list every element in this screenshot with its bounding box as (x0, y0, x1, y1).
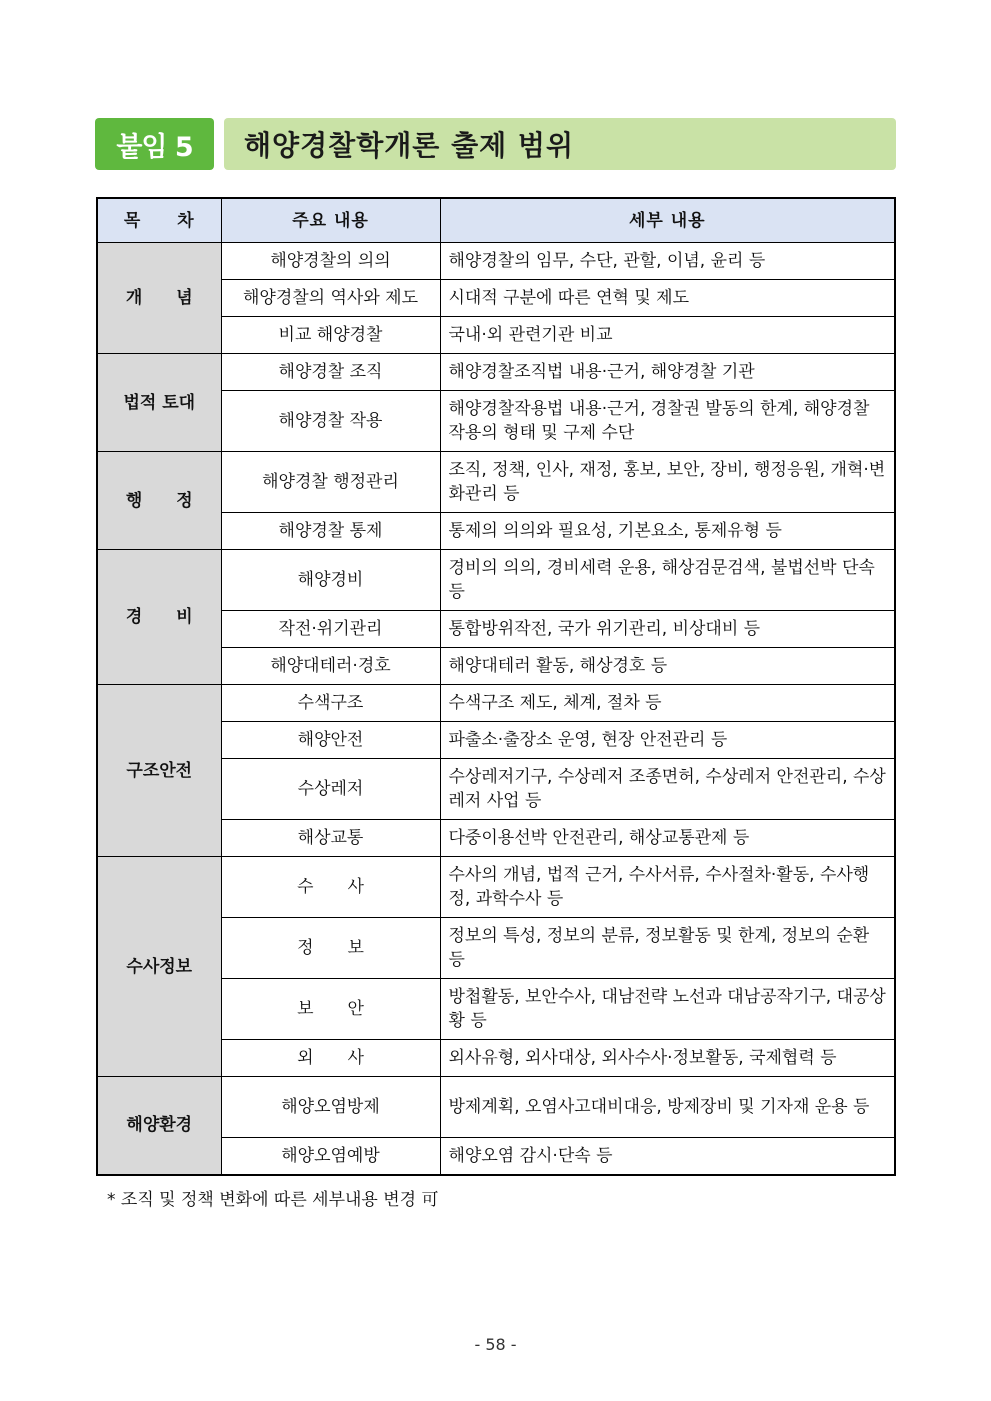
main-content-cell: 해양경찰 통제 (221, 513, 440, 550)
category-cell: 행 정 (97, 452, 221, 550)
table-row (97, 354, 895, 391)
category-cell: 구조안전 (97, 685, 221, 857)
main-content-cell: 해양안전 (221, 722, 440, 759)
main-content-cell: 해양경찰의 역사와 제도 (221, 280, 440, 317)
footnote: * 조직 및 정책 변화에 따른 세부내용 변경 可 (107, 1190, 439, 1210)
detail-content-cell: 수상레저기구, 수상레저 조종면허, 수상레저 안전관리, 수상레저 사업 등 (440, 759, 895, 820)
main-content-cell: 해양경비 (221, 550, 440, 611)
main-content-cell: 해양대테러·경호 (221, 648, 440, 685)
main-content-cell: 수상레저 (221, 759, 440, 820)
main-content-cell: 해상교통 (221, 820, 440, 857)
detail-content-cell: 시대적 구분에 따른 연혁 및 제도 (440, 280, 895, 317)
main-content-cell: 수 사 (221, 857, 440, 918)
detail-content-cell: 국내·외 관련기관 비교 (440, 317, 895, 354)
table-row (97, 685, 895, 722)
table-row (97, 550, 895, 611)
header-detail: 세부 내용 (440, 198, 895, 243)
detail-content-cell: 통합방위작전, 국가 위기관리, 비상대비 등 (440, 611, 895, 648)
detail-content-cell: 해양경찰조직법 내용·근거, 해양경찰 기관 (440, 354, 895, 391)
detail-content-cell: 해양오염 감시·단속 등 (440, 1138, 895, 1175)
detail-content-cell: 외사유형, 외사대상, 외사수사·정보활동, 국제협력 등 (440, 1040, 895, 1077)
main-content-cell: 해양오염예방 (221, 1138, 440, 1175)
table-header-row (97, 198, 895, 243)
main-content-cell: 수색구조 (221, 685, 440, 722)
detail-content-cell: 조직, 정책, 인사, 재정, 홍보, 보안, 장비, 행정응원, 개혁·변화관리 등 (440, 452, 895, 513)
main-content-cell: 해양오염방제 (221, 1077, 440, 1138)
main-content-cell: 보 안 (221, 979, 440, 1040)
main-content-cell: 해양경찰의 의의 (221, 243, 440, 280)
main-content-cell: 비교 해양경찰 (221, 317, 440, 354)
category-cell: 수사정보 (97, 857, 221, 1077)
page-number: - 58 - (474, 1335, 517, 1354)
detail-content-cell: 해양경찰작용법 내용·근거, 경찰권 발동의 한계, 해양경찰 작용의 형태 및 구제 수단 (440, 391, 895, 452)
detail-content-cell: 경비의 의의, 경비세력 운용, 해상검문검색, 불법선박 단속 등 (440, 550, 895, 611)
detail-content-cell: 방첩활동, 보안수사, 대남전략 노선과 대남공작기구, 대공상황 등 (440, 979, 895, 1040)
main-content-cell: 해양경찰 행정관리 (221, 452, 440, 513)
detail-content-cell: 수사의 개념, 법적 근거, 수사서류, 수사절차·활동, 수사행정, 과학수사 등 (440, 857, 895, 918)
exam-scope-table (96, 197, 896, 1176)
table-row (97, 857, 895, 918)
main-content-cell: 외 사 (221, 1040, 440, 1077)
category-cell: 개 념 (97, 243, 221, 354)
main-content-cell: 작전·위기관리 (221, 611, 440, 648)
page-header (95, 118, 896, 170)
detail-content-cell: 방제계획, 오염사고대비대응, 방제장비 및 기자재 운용 등 (440, 1077, 895, 1138)
main-content-cell: 해양경찰 조직 (221, 354, 440, 391)
table-row (97, 243, 895, 280)
main-content-cell: 정 보 (221, 918, 440, 979)
detail-content-cell: 해양경찰의 임무, 수단, 관할, 이념, 윤리 등 (440, 243, 895, 280)
page-title: 해양경찰학개론 출제 범위 (224, 118, 896, 170)
table-row (97, 452, 895, 513)
detail-content-cell: 파출소·출장소 운영, 현장 안전관리 등 (440, 722, 895, 759)
table-row (97, 1077, 895, 1138)
detail-content-cell: 다중이용선박 안전관리, 해상교통관제 등 (440, 820, 895, 857)
category-cell: 경 비 (97, 550, 221, 685)
table-body (97, 243, 895, 1175)
category-cell: 법적 토대 (97, 354, 221, 452)
detail-content-cell: 해양대테러 활동, 해상경호 등 (440, 648, 895, 685)
detail-content-cell: 수색구조 제도, 체계, 절차 등 (440, 685, 895, 722)
detail-content-cell: 정보의 특성, 정보의 분류, 정보활동 및 한계, 정보의 순환 등 (440, 918, 895, 979)
attachment-badge: 붙임 5 (95, 118, 214, 170)
category-cell: 해양환경 (97, 1077, 221, 1175)
main-content-cell: 해양경찰 작용 (221, 391, 440, 452)
detail-content-cell: 통제의 의의와 필요성, 기본요소, 통제유형 등 (440, 513, 895, 550)
header-main: 주요 내용 (221, 198, 440, 243)
header-category: 목 차 (97, 198, 221, 243)
